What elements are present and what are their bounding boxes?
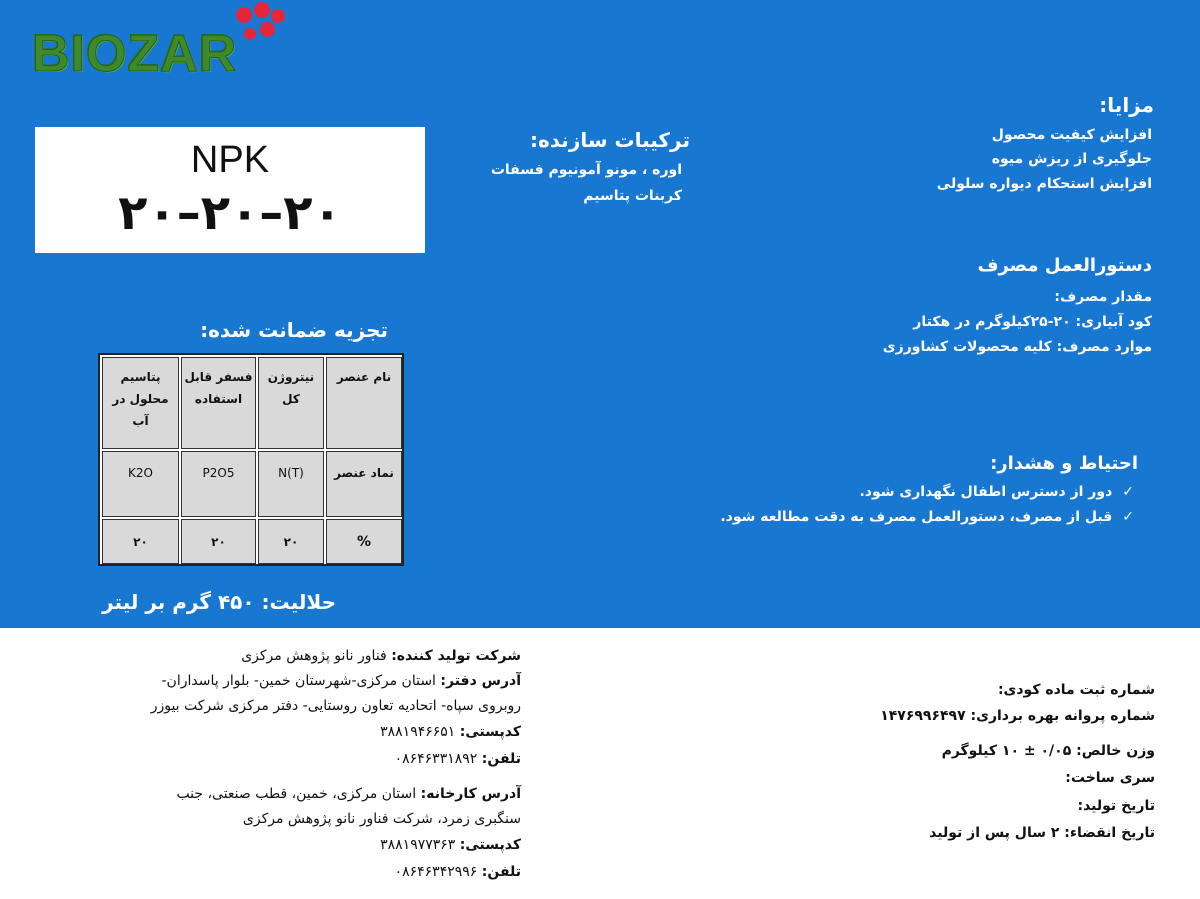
benefit-item: جلوگیری از ریزش میوه xyxy=(991,151,1152,167)
check-icon: ✓ xyxy=(1122,509,1134,525)
office-address-line-2: روبروی سپاه- اتحادیه تعاون روستایی- دفتر مرکزی شرکت بیوزر xyxy=(150,698,521,714)
production-date: تاریخ تولید: xyxy=(1077,798,1155,814)
table-header-cell: نیتروژن کل xyxy=(258,357,324,449)
registration-number: شماره ثبت ماده کودی: xyxy=(997,682,1155,698)
factory-postal: کدپستی: ۳۸۸۱۹۷۷۳۶۳ xyxy=(380,837,521,853)
analysis-table xyxy=(98,353,404,566)
benefit-item: افزایش استحکام دیواره سلولی xyxy=(936,176,1152,192)
composition-line-2: کربنات پتاسیم xyxy=(583,188,682,204)
table-cell: % xyxy=(326,519,402,564)
table-cell: نماد عنصر xyxy=(326,451,402,517)
logo-text: BIOZAR xyxy=(32,25,238,83)
brand-logo xyxy=(30,0,300,90)
office-address: آدرس دفتر: استان مرکزی-شهرستان خمین- بلوار پاسداران- xyxy=(161,673,521,689)
npk-box xyxy=(35,127,425,253)
table-cell: ۲۰ xyxy=(181,519,256,564)
net-weight: وزن خالص: ۰/۰۵ ± ۱۰ کیلوگرم xyxy=(941,743,1155,759)
factory-phone: تلفن: ۰۸۶۴۶۳۴۲۹۹۶ xyxy=(394,864,521,880)
table-cell: P2O5 xyxy=(181,451,256,517)
composition-title: ترکیبات سازنده: xyxy=(529,128,690,152)
table-cell: K2O xyxy=(102,451,179,517)
license-number: شماره پروانه بهره برداری: ۱۴۷۶۹۹۶۴۹۷ xyxy=(880,708,1155,724)
table-header-cell: پتاسیم محلول در آب xyxy=(102,357,179,449)
usage-fertigation: کود آبیاری: ۲۰-۲۵کیلوگرم در هکتار xyxy=(913,314,1152,330)
analysis-title: تجزیه ضمانت شده: xyxy=(200,318,388,342)
table-header-cell: نام عنصر xyxy=(326,357,402,449)
warnings-title: احتیاط و هشدار: xyxy=(990,453,1138,474)
factory-address: آدرس کارخانه: استان مرکزی، خمین، قطب صنعتی، جنب xyxy=(176,786,521,802)
table-cell: ۲۰ xyxy=(258,519,324,564)
expiry-date: تاریخ انقضاء: ۲ سال پس از تولید xyxy=(929,825,1155,841)
batch-number: سری ساخت: xyxy=(1065,770,1155,786)
usage-amount-label: مقدار مصرف: xyxy=(1054,289,1152,305)
warning-item: ✓قبل از مصرف، دستورالعمل مصرف به دقت مطالعه شود. xyxy=(720,506,1134,529)
check-icon: ✓ xyxy=(1122,484,1134,500)
table-cell: ۲۰ xyxy=(102,519,179,564)
benefit-item: افزایش کیفیت محصول xyxy=(991,127,1152,143)
npk-ratio: ۲۰–۲۰–۲۰ xyxy=(118,185,342,241)
warning-item: ✓دور از دسترس اطفال نگهداری شود. xyxy=(859,481,1134,504)
composition-line-1: اوره ، مونو آمونیوم فسفات xyxy=(490,162,682,178)
usage-title: دستورالعمل مصرف xyxy=(977,255,1152,276)
table-header-cell: فسفر قابل استفاده xyxy=(181,357,256,449)
manufacturer-company: شرکت تولید کننده: فناور نانو پژوهش مرکزی xyxy=(241,648,521,664)
solubility: حلالیت: ۴۵۰ گرم بر لیتر xyxy=(102,590,336,614)
office-postal: کدپستی: ۳۸۸۱۹۴۶۶۵۱ xyxy=(380,724,521,740)
usage-crops: موارد مصرف: کلیه محصولات کشاورزی xyxy=(882,339,1152,355)
office-phone: تلفن: ۰۸۶۴۶۳۳۱۸۹۲ xyxy=(394,751,521,767)
table-cell: N(T) xyxy=(258,451,324,517)
benefits-title: مزایا: xyxy=(1099,93,1154,117)
npk-label: NPK xyxy=(190,139,270,181)
factory-address-line-2: سنگبری زمرد، شرکت فناور نانو پژوهش مرکزی xyxy=(242,811,521,827)
